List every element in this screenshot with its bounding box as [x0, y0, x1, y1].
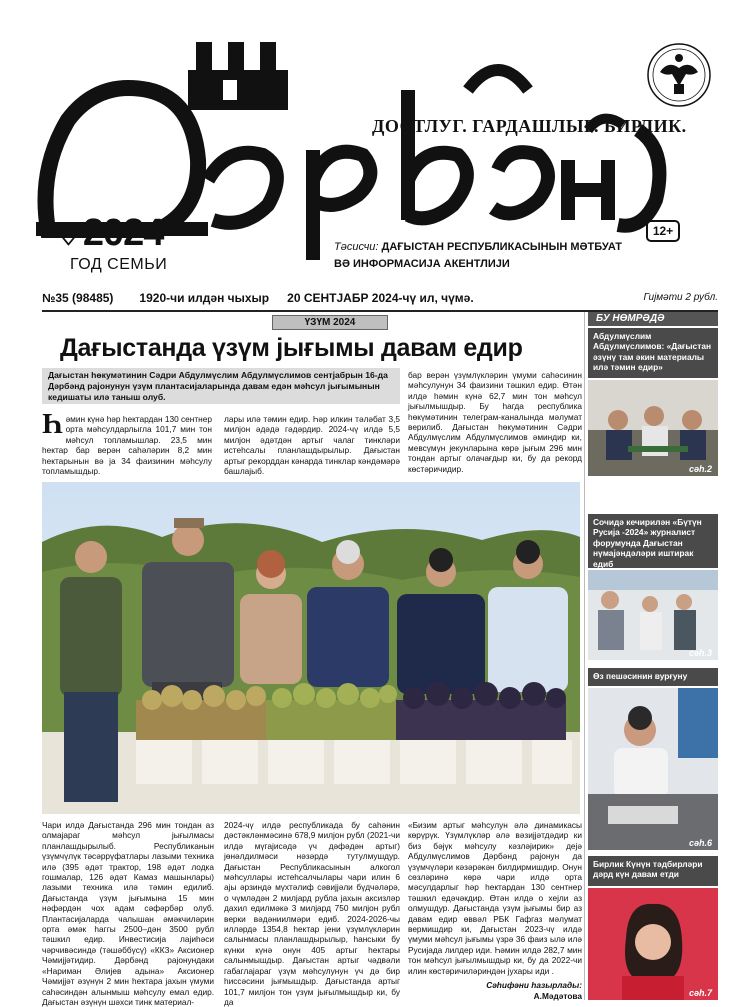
sidebar-item-2-photo	[588, 570, 718, 660]
sidebar-item-1-page: сәһ.2	[688, 464, 712, 474]
family-year-label: ГОД СЕМЬИ	[70, 256, 168, 273]
founder-info	[334, 239, 622, 273]
sidebar-item-2-title: Сочидә кечирилән «Бүтүн Русија -2024» журналист форумунда Дағыстан нүмајәндәләри иштирак едиб	[593, 517, 702, 569]
sidebar-item-3-photo	[588, 688, 718, 850]
article-rubric: ҮЗҮМ 2024	[272, 315, 388, 330]
founder-line-2: ВӘ ИНФОРМАСИЈА АКЕНТЛИЈИ	[334, 258, 510, 270]
article-column-4	[42, 820, 214, 1007]
article-headline: Дағыстанда үзүм јығымы давам едир	[60, 334, 523, 362]
sidebar-item-4-page: сәһ.7	[688, 988, 712, 998]
column-divider	[584, 312, 585, 1000]
sidebar-item-1-title: Абдулмүслим Абдулмүслимов: «Дағыстан әзүнү там әкин материалы илә тәмин едир»	[593, 331, 712, 373]
year-label: 2024	[82, 212, 164, 254]
sidebar-item-4-photo	[588, 888, 718, 1000]
issue-number: №35 (98485)	[42, 291, 114, 305]
sidebar-item-2[interactable]	[588, 514, 718, 568]
column-6-text: «Бизим артыг мәһсулун әлә динамикасы көрүрүк. Үзүмлүкләр әлә вәзијјәтдәдир ки биз бәјүк мәһсулу кәзләјирик» деjә Абдулмүслимов Дәрбәнд рајонун да үзүмчүләри кәзәрәкән билдирмишдир. Онун сөзләринә көрә чари илдә орта мәсулдарлыг һәр һектардан 130 сентнер тәшкил едәчәкдир. Өтән илдә о хејли аз олмушдур. Дағыстанда үзүм јығымы бир аз давам едир өввәл РБК Гафгаз мәлумат вермишдир ки, Дағыстан 2023-чү илдә үмуми мәһсул јығымы үзрә 36 фаиз ылә илә Русијада лилдер иди. Һәмин илдә 282,7 мин тон мәһсул јығылмышдыр ки, бу да 2022-чи илин көстәричиләриндән јухары иди .	[408, 820, 582, 976]
age-rating-badge: 12+	[646, 220, 680, 242]
issue-year-note: 1920-чи илдән чыхыр	[139, 291, 270, 305]
sidebar-item-1-photo	[588, 380, 718, 476]
masthead-motto: ДОСТЛУГ. ГАРДАШЛЫГ. БИРЛИК.	[372, 116, 687, 136]
issue-date: 20 СЕНТЈАБР 2024-чү ил, чүмә.	[287, 291, 474, 305]
sidebar-item-3[interactable]	[588, 668, 718, 686]
article-column-6	[408, 820, 582, 1001]
article-lead: Дағыстан һөкумәтинин Сәдри Абдулмүслим Абдулмүслимов сентјабрын 16-да Дәрбәнд рајонунун үзүм плантасијаларында давам едән мәһсул јығымынын кедишаты илә таныш олуб.	[42, 368, 400, 404]
sidebar-item-4-title: Бирлик Күнүн тәдбирләри дәрд күн давам етди	[593, 859, 703, 880]
sidebar-item-3-page: сәһ.6	[688, 838, 712, 848]
sidebar-contents	[588, 312, 718, 1000]
article-column-1	[42, 409, 212, 477]
year-badge	[55, 212, 163, 255]
article-photo	[42, 482, 580, 814]
article-column-3	[408, 370, 582, 474]
issue-price: Гиjмәти 2 рубл.	[600, 288, 718, 308]
sidebar-header: БУ НӨМРӘДӘ	[588, 312, 718, 326]
column-2-text: лары илә тәмин едир. Һәр илкин тәләбат 3,5 милјон әдәдә гәдәрдир. 2024-чү илдә 5,5 милјон әдәтдән артыг чалаг тинкләри истеһсалы планлашдырылыр. Дағыстан артыг рекорддан кәнарда тинклар кәндәмәрә башлајыб.	[224, 414, 400, 477]
coat-of-arms-icon	[646, 42, 712, 108]
masthead	[0, 0, 756, 285]
column-4-text: Чари илдә Дағыстанда 296 мин тондан аз олмајараг мәһсул јығылмасы планлашдырылыб. Республиканын үзүмчүлүк тәсәррүфатлары лазыми техника илә (395 әдәт трактор, 198 әдәт лодка гошмалар, 126 әдәт Камаз машынлары) лазыми техника илә тәмин едилиб. Дағыстанда үзүм јығымына 15 мин нәфәрдән чох адам сәфәрбәр олуб. Плантасијаларда чалышан әмәкчиләрин орта әмәк һаггы 2500–дән 3500 рубл тәшкил едир. Инвестисија лајиһәси чәрчивәсиндә (тәшәббүсү) «ККЗ» Аксионер Чәмијјәтидир. Дәрбәнд рајонундаки «Нариман Әлијев адына» Аксионер Чәмијјәт әзүнүн 2 мин һектара јахын үмуми саһәсиндән алынмыш мәһсулу емал едир. Дағыстан әзүнүн шәхси тинк материал-	[42, 820, 214, 1007]
heart-icon: ♡	[55, 219, 81, 252]
article-column-2	[224, 414, 400, 476]
article-column-5	[224, 820, 400, 1007]
vineyard-group-photo	[42, 482, 580, 814]
signature-name: А.Мәдәтова	[533, 990, 582, 1001]
dropcap: Һ	[42, 409, 63, 440]
sidebar-item-2-page: сәһ.3	[688, 648, 712, 658]
sidebar-item-4[interactable]	[588, 856, 718, 886]
sidebar-item-1[interactable]	[588, 328, 718, 378]
sidebar-item-3-title: Өз пешәсинин вурғуну	[593, 671, 688, 681]
column-1-text: әмин күнә һәр һектардан 130 сентнер орта мәһсулдарлыгла 101,7 мин тон мәһсул топламышлар. 23,5 мин һектар бар верән саһәләрин 8,2 мин һектарынын вә ја 34 фаизинин мәһсулу топламышдыр.	[42, 414, 212, 477]
signature-label: Сәһифәни һазырлады:	[486, 980, 582, 991]
column-3-text: бар верән үзүмлүкләрин үмуми саһәсинин мәһсулунун 34 фаизини тәшкил едир. Өтән илдә һәмин күнә 62,7 мин тон мәһсул јығылмышдыр. Бу һагда республика һөкүмәтинин телеграм-каналында мәлумат верилиб. Дағыстан һөкумәтинин Сәдри Абдулмүслим Абдулмүслимов әминдир ки, мевсүмүн јекунларына көрә јығым 296 мин тондан артыг олачағдыр ки, бу да рекорд көстәричидир.	[408, 370, 582, 474]
column-5-text: 2024-чү илдә республикада бу саһәнин дәстәкләнмәсинә 678,9 милјон рубл (2021-чи илдә мүгајисәдә үч дәфәдән артыг) јөнәлдилмәси нәзәрдә тутулмушдур. Дағыстан Республикасынын алкогол мәһсуллары истеһсалчылары чари илин 6 ајы әрзиндә мүхтәлиф сәвијјәли бүдчәләрә, о чүмләдән 2 милјард рубла јахын аксизләр дахил едилмәкә 3 милјард 750 милјон рубл верки вәдәниилмәри едиб. 2024-2026-чы илләрдә 1354,8 һектар јени үзүмлүкләрин салынмасы планлашдырылыр, һансыки бу күнки күнә онун 405 артыг һектары салынмышдыр. Дағыстан артыг чәдвәли габаглајараг үзүм мәһсулунун үч дә бир һиссәсини јығмышдыр. Дағыстанда артыг 101,7 милјон тон үзүм јығылмышдыр ки, бу да	[224, 820, 400, 1007]
founder-label: Тәсисчи:	[334, 241, 379, 253]
founder-line-1: ДАҒЫСТАН РЕСПУБЛИКАСЫНЫН МӘТБУАТ	[381, 241, 623, 253]
